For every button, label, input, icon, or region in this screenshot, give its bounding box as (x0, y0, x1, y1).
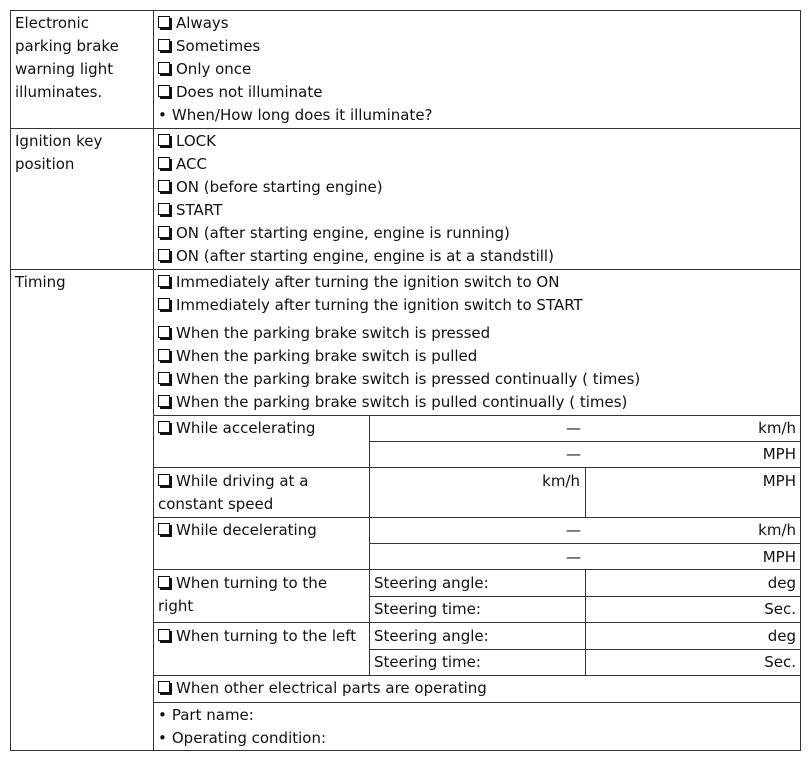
illumination-question: • When/How long does it illuminate? (158, 106, 433, 124)
checkbox-icon[interactable] (158, 226, 170, 238)
checkbox-icon[interactable] (158, 157, 170, 169)
checkbox-icon[interactable] (158, 85, 170, 97)
unit-mph: MPH (762, 472, 796, 490)
constant-speed-line: While driving at a (158, 470, 308, 493)
option-on-standstill[interactable]: ON (after starting engine, engine is at a standstill) (158, 245, 554, 268)
checkbox-icon[interactable] (158, 16, 170, 28)
timing-label: Timing (15, 273, 66, 291)
option-sometimes[interactable]: Sometimes (158, 35, 260, 58)
steering-angle-label: Steering angle: (374, 574, 489, 592)
unit-kmh: km/h (542, 472, 580, 490)
bullet-icon: • (158, 706, 167, 724)
part-name-field: • Part name: (158, 706, 254, 724)
speed-range-dash: — (566, 521, 581, 539)
checkbox-icon[interactable] (158, 474, 170, 486)
speed-range-dash: — (566, 419, 581, 437)
checkbox-icon[interactable] (158, 395, 170, 407)
checkbox-icon[interactable] (158, 523, 170, 535)
unit-sec: Sec. (764, 600, 796, 618)
bullet-icon: • (158, 106, 167, 124)
steering-time-label: Steering time: (374, 600, 481, 618)
bullet-icon: • (158, 729, 167, 747)
label-line: parking brake (15, 37, 119, 55)
option-only-once[interactable]: Only once (158, 58, 251, 81)
checkbox-icon[interactable] (158, 180, 170, 192)
turning-right-line: right (158, 597, 194, 615)
option-on-running[interactable]: ON (after starting engine, engine is running) (158, 222, 510, 245)
checkbox-icon[interactable] (158, 249, 170, 261)
checkbox-icon[interactable] (158, 421, 170, 433)
option-switch-pressed[interactable]: When the parking brake switch is pressed (158, 322, 490, 345)
option-start[interactable]: START (158, 199, 222, 222)
label-line: position (15, 155, 75, 173)
option-while-accelerating[interactable]: While accelerating (158, 417, 315, 440)
option-lock[interactable]: LOCK (158, 130, 216, 153)
label-line: warning light (15, 60, 114, 78)
checkbox-icon[interactable] (158, 275, 170, 287)
option-after-ign-start[interactable]: Immediately after turning the ignition switch to START (158, 294, 583, 317)
checkbox-icon[interactable] (158, 372, 170, 384)
option-switch-pulled-continually[interactable]: When the parking brake switch is pulled continually ( times) (158, 391, 627, 414)
steering-angle-label: Steering angle: (374, 627, 489, 645)
checkbox-icon[interactable] (158, 39, 170, 51)
checkbox-icon[interactable] (158, 62, 170, 74)
option-while-decelerating[interactable]: While decelerating (158, 519, 317, 542)
checkbox-icon[interactable] (158, 349, 170, 361)
operating-condition-field: • Operating condition: (158, 729, 327, 747)
speed-range-dash: — (566, 548, 581, 566)
option-switch-pulled[interactable]: When the parking brake switch is pulled (158, 345, 477, 368)
option-switch-pressed-continually[interactable]: When the parking brake switch is pressed continually ( times) (158, 368, 640, 391)
checkbox-icon[interactable] (158, 298, 170, 310)
turning-right-line: When turning to the (158, 572, 327, 595)
unit-sec: Sec. (764, 653, 796, 671)
checkbox-icon[interactable] (158, 576, 170, 588)
checkbox-icon[interactable] (158, 629, 170, 641)
speed-range-dash: — (566, 445, 581, 463)
constant-speed-line: constant speed (158, 495, 274, 513)
option-after-ign-on[interactable]: Immediately after turning the ignition switch to ON (158, 271, 559, 294)
checkbox-icon[interactable] (158, 326, 170, 338)
unit-deg: deg (767, 627, 796, 645)
option-does-not-illuminate[interactable]: Does not illuminate (158, 81, 322, 104)
unit-deg: deg (767, 574, 796, 592)
label-line: Ignition key (15, 132, 103, 150)
unit-mph: MPH (762, 548, 796, 566)
option-always[interactable]: Always (158, 12, 229, 35)
steering-time-label: Steering time: (374, 653, 481, 671)
label-line: illuminates. (15, 83, 103, 101)
label-line: Electronic (15, 14, 89, 32)
unit-kmh: km/h (758, 419, 796, 437)
unit-mph: MPH (762, 445, 796, 463)
checkbox-icon[interactable] (158, 203, 170, 215)
option-on-before-start[interactable]: ON (before starting engine) (158, 176, 383, 199)
checkbox-icon[interactable] (158, 134, 170, 146)
unit-kmh: km/h (758, 521, 796, 539)
option-turning-left[interactable]: When turning to the left (158, 625, 356, 648)
option-acc[interactable]: ACC (158, 153, 207, 176)
checkbox-icon[interactable] (158, 681, 170, 693)
option-other-electrical-parts[interactable]: When other electrical parts are operating (158, 677, 487, 700)
